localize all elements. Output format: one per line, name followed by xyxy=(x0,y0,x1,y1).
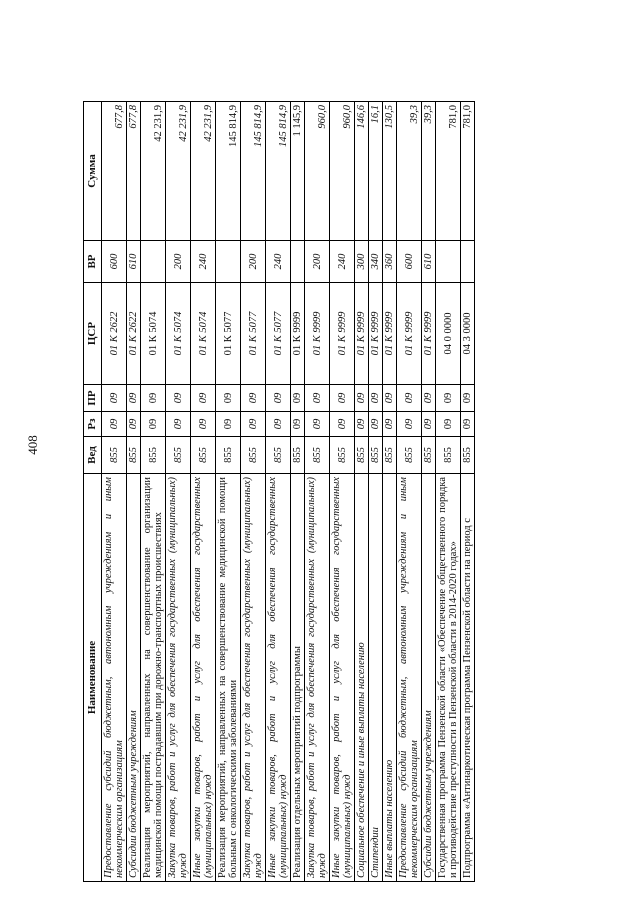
cell-name: Предоставление субсидий бюджетным, автономным учреждениям и иным некоммерческим организациям xyxy=(397,474,422,882)
table-row xyxy=(369,102,383,882)
cell-rz: 09 xyxy=(191,412,216,437)
table-row xyxy=(266,102,291,882)
cell-vr: 300 xyxy=(355,241,369,283)
cell-name: Субсидии бюджетным учреждениям xyxy=(127,474,141,882)
cell-name: Государственная программа Пензенской области «Обеспечение общественного порядка и противодействие преступности в Пензенской области в 2014-2020 годах» xyxy=(436,474,461,882)
cell-rz: 09 xyxy=(383,412,397,437)
cell-ved: 855 xyxy=(241,437,266,474)
cell-vr: 610 xyxy=(127,241,141,283)
cell-pr: 09 xyxy=(461,385,475,412)
cell-rz: 09 xyxy=(127,412,141,437)
col-csr-header: ЦСР xyxy=(84,283,102,385)
cell-ved: 855 xyxy=(355,437,369,474)
col-pr-header: ПР xyxy=(84,385,102,412)
col-rz-header: Рз xyxy=(84,412,102,437)
cell-pr: 09 xyxy=(397,385,422,412)
cell-pr: 09 xyxy=(305,385,330,412)
cell-rz: 09 xyxy=(266,412,291,437)
cell-csr: 01 К 5077 xyxy=(241,283,266,385)
cell-csr: 01 К 2622 xyxy=(127,283,141,385)
cell-rz: 09 xyxy=(305,412,330,437)
cell-vr: 600 xyxy=(397,241,422,283)
table-row xyxy=(461,102,475,882)
table-row xyxy=(305,102,330,882)
cell-name: Предоставление субсидий бюджетным, автономным учреждениям и иным некоммерческим организациям xyxy=(102,474,127,882)
budget-table xyxy=(83,101,475,882)
cell-rz: 09 xyxy=(241,412,266,437)
cell-rz: 09 xyxy=(216,412,241,437)
cell-csr: 01 К 9999 xyxy=(383,283,397,385)
cell-ved: 855 xyxy=(216,437,241,474)
cell-ved: 855 xyxy=(291,437,305,474)
cell-ved: 855 xyxy=(330,437,355,474)
table-row xyxy=(330,102,355,882)
cell-csr: 01 К 9999 xyxy=(355,283,369,385)
cell-ved: 855 xyxy=(305,437,330,474)
cell-pr: 09 xyxy=(436,385,461,412)
cell-pr: 09 xyxy=(241,385,266,412)
cell-rz: 09 xyxy=(102,412,127,437)
cell-ved: 855 xyxy=(102,437,127,474)
cell-name: Реализация отдельных мероприятий подпрограммы xyxy=(291,474,305,882)
budget-table-rotated xyxy=(83,102,639,882)
cell-csr: 01 К 5077 xyxy=(216,283,241,385)
cell-ved: 855 xyxy=(461,437,475,474)
cell-vr: 240 xyxy=(191,241,216,283)
cell-rz: 09 xyxy=(422,412,436,437)
table-row xyxy=(127,102,141,882)
cell-sum: 960,0 xyxy=(330,102,355,241)
cell-name: Иные выплаты населению xyxy=(383,474,397,882)
cell-name: Иные закупки товаров, работ и услуг для обеспечения государственных (муниципальных) нужд xyxy=(330,474,355,882)
cell-sum: 39,3 xyxy=(422,102,436,241)
cell-sum: 1 145,9 xyxy=(291,102,305,241)
table-row xyxy=(102,102,127,882)
cell-csr: 01 К 9999 xyxy=(291,283,305,385)
cell-csr: 01 К 9999 xyxy=(369,283,383,385)
page-number: 408 xyxy=(25,435,40,455)
cell-pr: 09 xyxy=(141,385,166,412)
cell-rz: 09 xyxy=(461,412,475,437)
cell-sum: 146,6 xyxy=(355,102,369,241)
cell-name: Иные закупки товаров, работ и услуг для обеспечения государственных (муниципальных) нужд xyxy=(266,474,291,882)
table-header-row xyxy=(84,102,102,882)
cell-vr: 200 xyxy=(241,241,266,283)
table-row xyxy=(355,102,369,882)
cell-pr: 09 xyxy=(191,385,216,412)
cell-sum: 781,0 xyxy=(461,102,475,241)
cell-vr xyxy=(141,241,166,283)
cell-ved: 855 xyxy=(436,437,461,474)
cell-ved: 855 xyxy=(191,437,216,474)
cell-name: Стипендии xyxy=(369,474,383,882)
table-row xyxy=(291,102,305,882)
cell-rz: 09 xyxy=(369,412,383,437)
cell-rz: 09 xyxy=(436,412,461,437)
cell-pr: 09 xyxy=(266,385,291,412)
col-sum-header: Сумма xyxy=(84,102,102,241)
cell-name: Иные закупки товаров, работ и услуг для обеспечения государственных (муниципальных) нужд xyxy=(191,474,216,882)
cell-name: Социальное обеспечение и иные выплаты населению xyxy=(355,474,369,882)
col-ved-header: Вед xyxy=(84,437,102,474)
cell-ved: 855 xyxy=(127,437,141,474)
cell-ved: 855 xyxy=(141,437,166,474)
cell-name: Закупка товаров, работ и услуг для обеспечения государственных (муниципальных) нужд xyxy=(241,474,266,882)
table-row xyxy=(141,102,166,882)
cell-ved: 855 xyxy=(166,437,191,474)
cell-name: Закупка товаров, работ и услуг для обеспечения государственных (муниципальных) нужд xyxy=(305,474,330,882)
cell-sum: 39,3 xyxy=(397,102,422,241)
table-row xyxy=(241,102,266,882)
cell-name: Подпрограмма «Антинаркотическая программа Пензенской области на период с xyxy=(461,474,475,882)
table-row xyxy=(166,102,191,882)
cell-vr: 600 xyxy=(102,241,127,283)
cell-vr: 360 xyxy=(383,241,397,283)
cell-pr: 09 xyxy=(291,385,305,412)
cell-vr: 200 xyxy=(166,241,191,283)
cell-pr: 09 xyxy=(216,385,241,412)
cell-name: Реализация мероприятий, направленных на совершенствование медицинской помощи больным с онкологическими заболеваниями xyxy=(216,474,241,882)
cell-sum: 960,0 xyxy=(305,102,330,241)
cell-ved: 855 xyxy=(397,437,422,474)
cell-name: Закупка товаров, работ и услуг для обеспечения государственных (муниципальных) нужд xyxy=(166,474,191,882)
cell-csr: 01 К 2622 xyxy=(102,283,127,385)
table-row xyxy=(383,102,397,882)
col-vr-header: ВР xyxy=(84,241,102,283)
table-row xyxy=(397,102,422,882)
cell-csr: 01 К 9999 xyxy=(305,283,330,385)
cell-csr: 01 К 5074 xyxy=(141,283,166,385)
table-row xyxy=(436,102,461,882)
cell-sum: 145 814,9 xyxy=(216,102,241,241)
table-body xyxy=(102,102,475,882)
cell-rz: 09 xyxy=(330,412,355,437)
cell-vr xyxy=(216,241,241,283)
col-name-header: Наименование xyxy=(84,474,102,882)
table-row xyxy=(191,102,216,882)
cell-pr: 09 xyxy=(330,385,355,412)
cell-vr xyxy=(461,241,475,283)
cell-ved: 855 xyxy=(383,437,397,474)
cell-rz: 09 xyxy=(291,412,305,437)
cell-sum: 781,0 xyxy=(436,102,461,241)
cell-csr: 01 К 9999 xyxy=(397,283,422,385)
cell-sum: 677,8 xyxy=(127,102,141,241)
cell-sum: 145 814,9 xyxy=(266,102,291,241)
cell-pr: 09 xyxy=(102,385,127,412)
cell-sum: 145 814,9 xyxy=(241,102,266,241)
cell-vr: 200 xyxy=(305,241,330,283)
cell-csr: 04 0 0000 xyxy=(436,283,461,385)
cell-pr: 09 xyxy=(355,385,369,412)
cell-rz: 09 xyxy=(166,412,191,437)
cell-vr: 240 xyxy=(266,241,291,283)
cell-pr: 09 xyxy=(369,385,383,412)
cell-ved: 855 xyxy=(266,437,291,474)
cell-csr: 01 К 5077 xyxy=(266,283,291,385)
table-row xyxy=(216,102,241,882)
cell-rz: 09 xyxy=(397,412,422,437)
cell-csr: 04 3 0000 xyxy=(461,283,475,385)
cell-vr: 240 xyxy=(330,241,355,283)
table-row xyxy=(422,102,436,882)
cell-sum: 42 231,9 xyxy=(166,102,191,241)
cell-csr: 01 К 9999 xyxy=(330,283,355,385)
cell-csr: 01 К 5074 xyxy=(166,283,191,385)
cell-vr: 340 xyxy=(369,241,383,283)
cell-vr xyxy=(436,241,461,283)
cell-pr: 09 xyxy=(422,385,436,412)
cell-ved: 855 xyxy=(369,437,383,474)
cell-sum: 42 231,9 xyxy=(141,102,166,241)
cell-csr: 01 К 9999 xyxy=(422,283,436,385)
cell-pr: 09 xyxy=(166,385,191,412)
cell-name: Субсидии бюджетным учреждениям xyxy=(422,474,436,882)
cell-rz: 09 xyxy=(141,412,166,437)
cell-ved: 855 xyxy=(422,437,436,474)
cell-sum: 42 231,9 xyxy=(191,102,216,241)
cell-sum: 130,5 xyxy=(383,102,397,241)
cell-name: Реализация мероприятий, направленных на совершенствование организации медицинской помощи пострадавшим при дорожно-транспортных происшествиях xyxy=(141,474,166,882)
cell-vr xyxy=(291,241,305,283)
cell-pr: 09 xyxy=(127,385,141,412)
cell-pr: 09 xyxy=(383,385,397,412)
cell-csr: 01 К 5074 xyxy=(191,283,216,385)
cell-rz: 09 xyxy=(355,412,369,437)
cell-sum: 16,1 xyxy=(369,102,383,241)
cell-sum: 677,8 xyxy=(102,102,127,241)
cell-vr: 610 xyxy=(422,241,436,283)
